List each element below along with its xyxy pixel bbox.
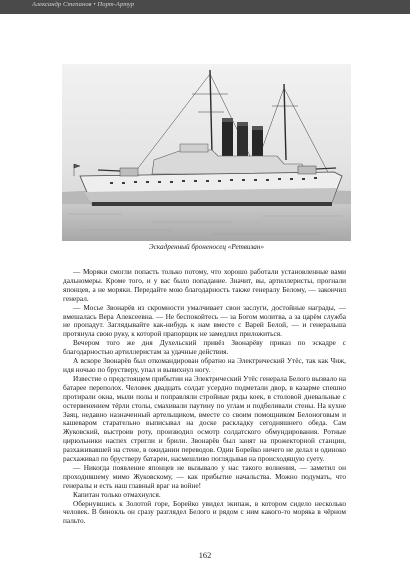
paragraph: Капитан только отмахнулся. — [73, 489, 161, 499]
paragraph: Известие о предстоящем прибытии на Электрический Утёс генерала Белого вызвало на батарее переполох. Человек двадцать солдат усердно подметали двор, в казарме спешно протирали окна, мыли полы и поправляли стройные ряды коек, в столовой дневальные с остервенением тёрли столы, смахивали паутину по углам и подбеливали стены. На кухне Заяц, недавно назначенный артельщиком, вместе со своим помощником Белоноговым и кашеваром старательно выписывал на доске раскладку сегодняшнего обеда. Сам Жуковский, выстроив роту, производил осмотр солдатского обмундирования. Ротные цирюльники наспех стригли и брили. Звонарёв был занят на прожекторной станции, разхаживавшей на стене, в ожидании переводов. Один Борейко ничего не делал и одиноко расхаживал по брустверу батареи, насмешливо поглядывая на происходящую суету. — [63, 373, 346, 464]
paragraph: А вскоре Звонарёв был откомандирован обратно на Электрический Утёс, так как Чиж, идя ночью по брустверу, упал и вывихнул ногу. — [63, 356, 346, 374]
running-title: Александр Степанов • Порт-Артур — [32, 1, 135, 8]
paragraph: — Моряки смогли попасть только потому, что хорошо работали установленные вами дальномеры. Кроме того, и у вас было попадание. Значит, вы, артиллеристы, прогнали японцев, а не моряки. Передайте мою благодарность также генералу Белому, — закончил генерал. — [63, 267, 346, 303]
body-text — [63, 268, 346, 526]
paragraph: Обернувшись к Золотой горе, Борейко увидел экипаж, в котором сидело несколько человек. В бинокль он сразу разглядел Белого и рядом с ним какого-то моряка в чёрном пальто. — [63, 498, 346, 526]
running-header — [0, 0, 410, 14]
paragraph: Вечером того же дня Духельский привёз Звонарёву приказ по эскадре с благодарностью артиллеристам за удачные действия. — [63, 338, 346, 357]
figure-caption: Эскадренный броненосец «Ретвизан» — [148, 243, 265, 251]
paragraph: — Мосье Звонарёв из скромности умалчивает свои заслуги, достойные награды, — вмешалась Вера Алексеевна. — Не беспокойтесь — за Богом молитва, а за царём служба не пропадут. Заглядывайте как-нибудь к нам вместе с Варей Белой, — и генеральша протянула свою руку, к которой прапорщик не замедлил приложиться. — [63, 302, 346, 339]
battleship-photo — [62, 64, 351, 241]
paragraph: — Никогда появление японцев не вызывало у нас такого волнения, — заметил он проходившему мимо Жуковскому, — как прибытие начальства. Можно подумать, что генералы и есть наш главный враг на войне! — [63, 462, 346, 490]
page-number: 162 — [198, 551, 212, 560]
